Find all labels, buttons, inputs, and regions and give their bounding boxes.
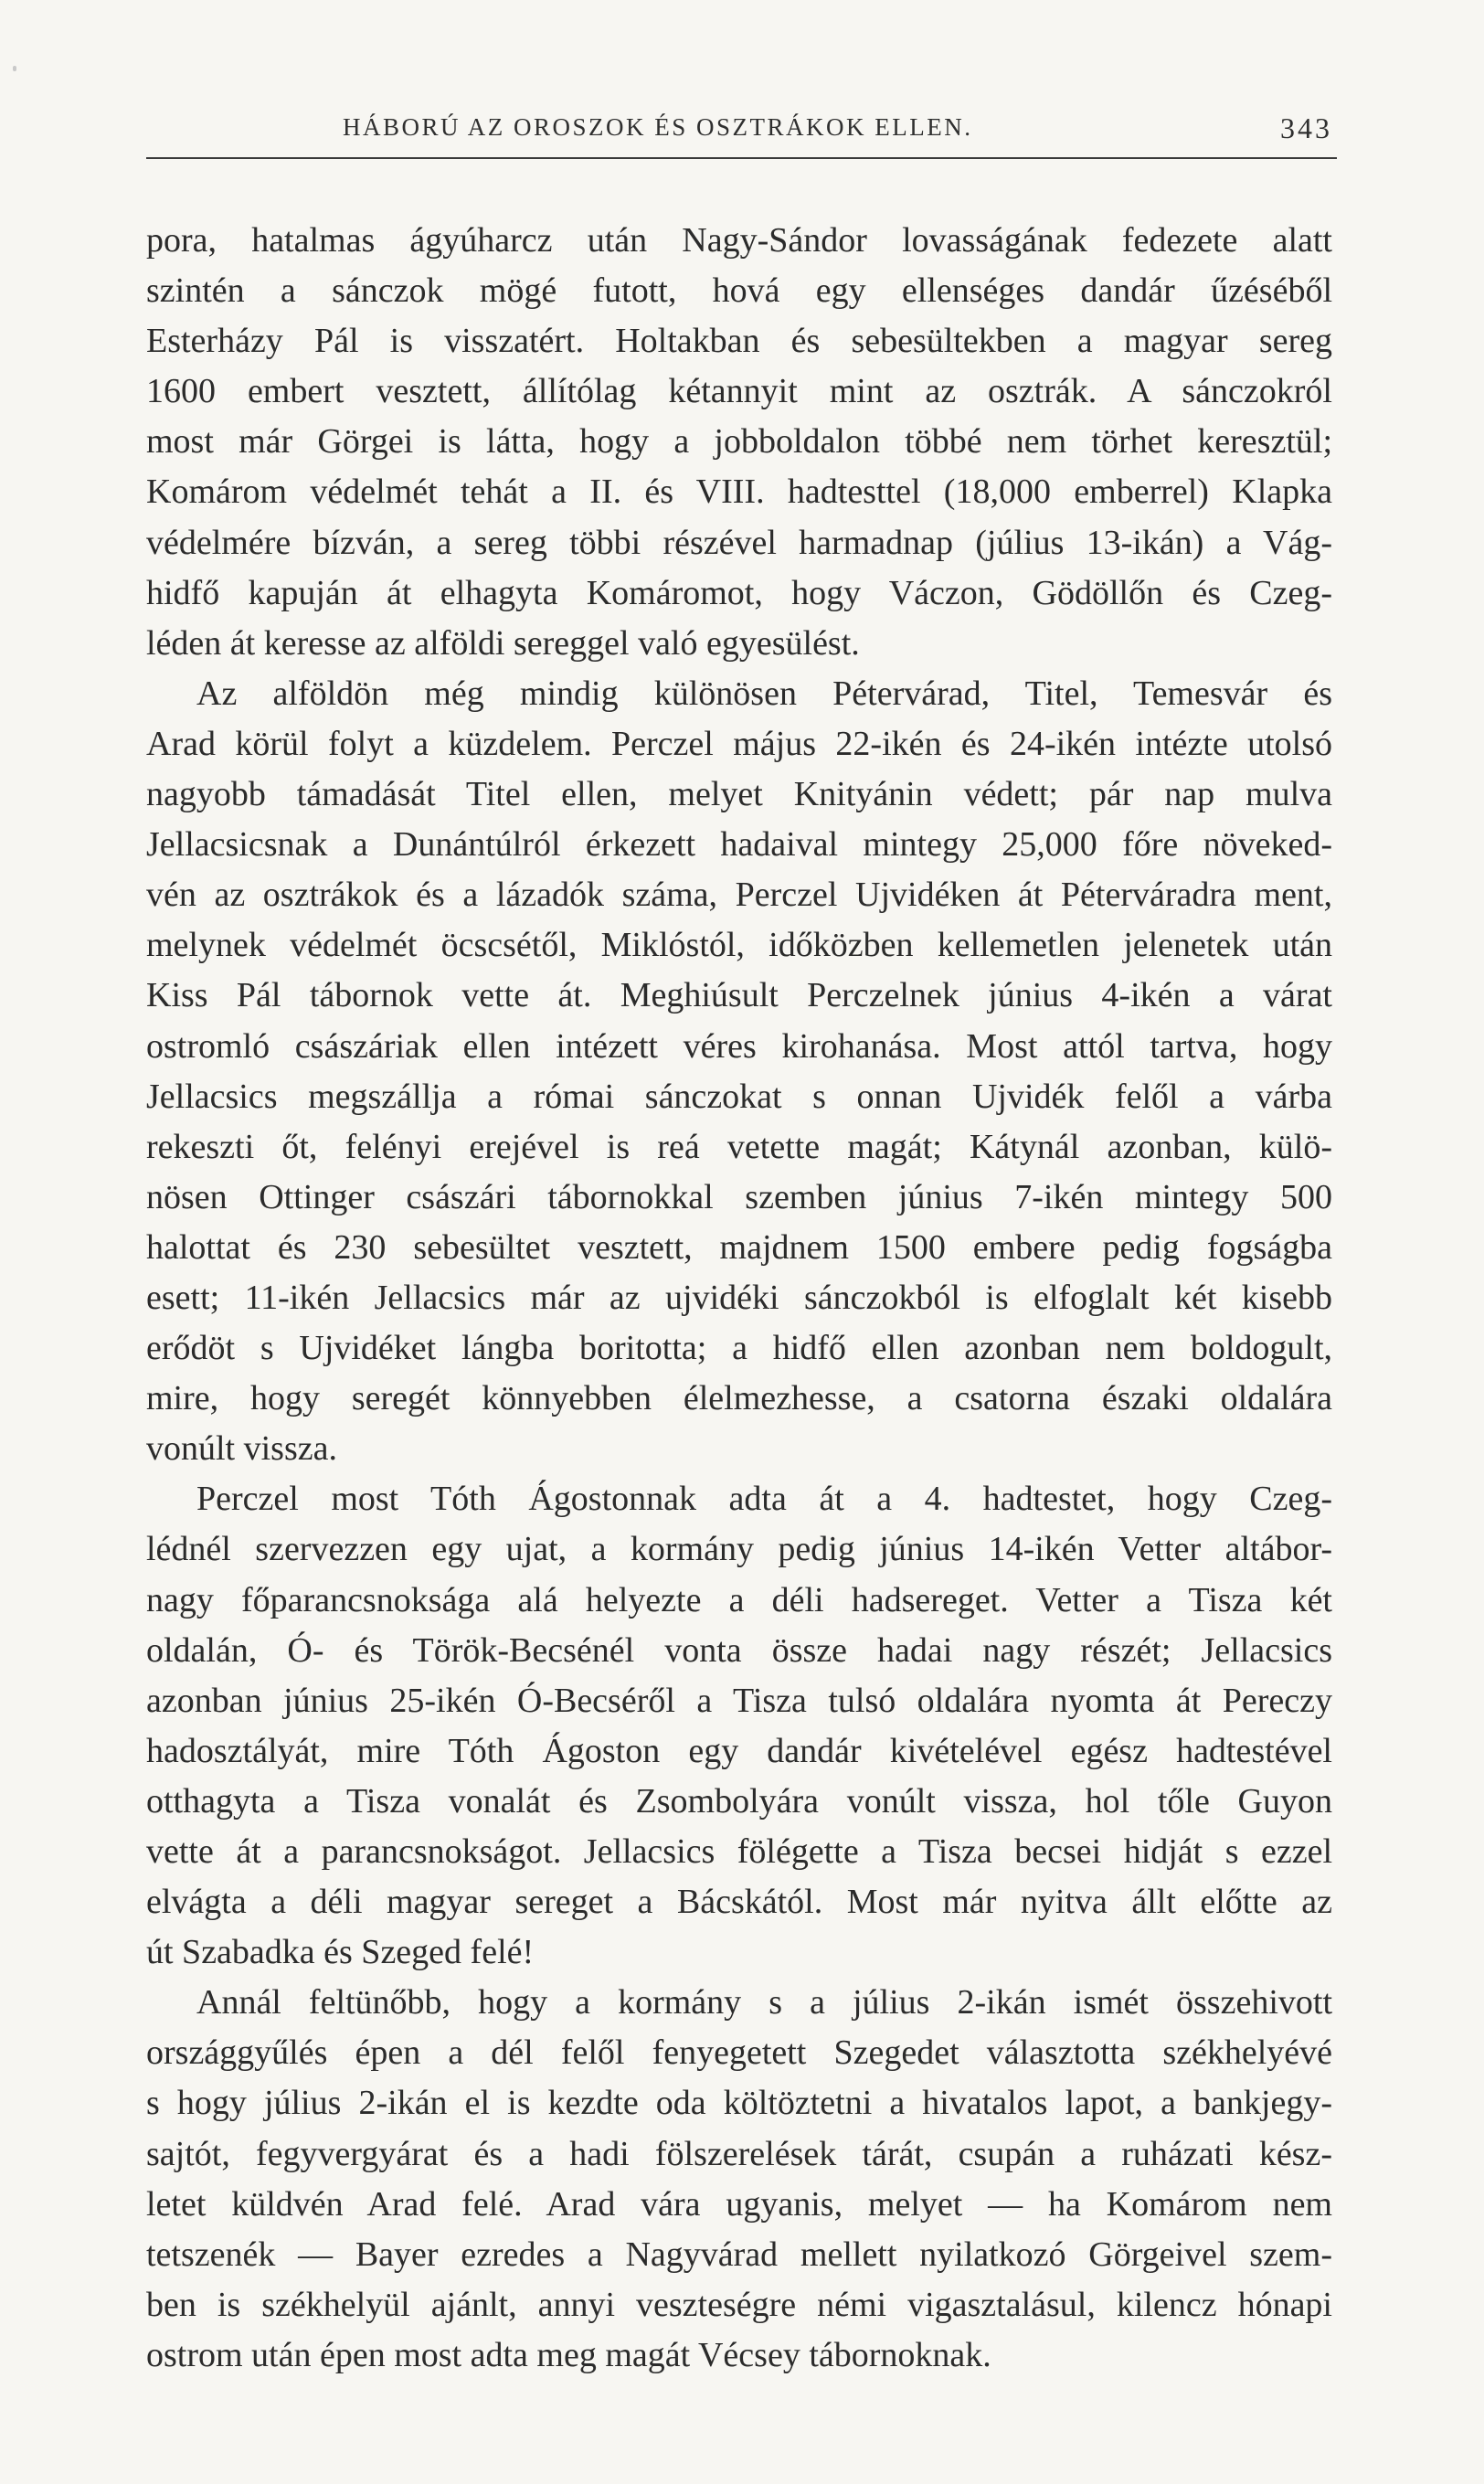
text-line: halottat és 230 sebesültet vesztett, majdnem 1500 embere pedig fogságba	[146, 1227, 1332, 1267]
text-line: most már Görgei is látta, hogy a jobboldalon többé nem törhet keresztül;	[146, 422, 1332, 462]
scan-mark	[13, 66, 16, 71]
text-line: esett; 11-ikén Jellacsics már az ujvidéki sánczokból is elfoglalt két kisebb	[146, 1278, 1332, 1317]
text-line: pora, hatalmas ágyúharcz után Nagy-Sándor lovasságának fedezete alatt	[146, 221, 1332, 260]
text-line: ostromló császáriak ellen intézett véres kirohanása. Most attól tartva, hogy	[146, 1026, 1332, 1066]
running-head: HÁBORÚ AZ OROSZOK ÉS OSZTRÁKOK ELLEN.	[343, 113, 973, 141]
text-line: sajtót, fegyvergyárat és a hadi fölszerelések tárát, csupán a ruházati kész-	[146, 2134, 1332, 2173]
page-header	[146, 111, 1332, 152]
text-line: Esterházy Pál is visszatért. Holtakban és sebesültekben a magyar sereg	[146, 322, 1332, 361]
text-line: Arad körül folyt a küzdelem. Perczel május 22-ikén és 24-ikén intézte utolsó	[146, 724, 1332, 763]
text-line: erődöt s Ujvidéket lángba boritotta; a hidfő ellen azonban nem boldogult,	[146, 1329, 1332, 1368]
text-line: Annál feltünőbb, hogy a kormány s a július 2-ikán ismét összehivott	[196, 1983, 1332, 2022]
page-number: 343	[1280, 111, 1332, 144]
text-line: otthagyta a Tisza vonalát és Zsombolyára vonúlt vissza, hol tőle Guyon	[146, 1781, 1332, 1821]
text-line: elvágta a déli magyar sereget a Bácskától. Most már nyitva állt előtte az	[146, 1883, 1332, 1922]
text-line: Az alföldön még mindig különösen Pétervárad, Titel, Temesvár és	[196, 674, 1332, 713]
text-line: Jellacsicsnak a Dunántúlról érkezett hadaival mintegy 25,000 főre növeked-	[146, 825, 1332, 865]
text-line: hidfő kapuján át elhagyta Komáromot, hogy Váczon, Gödöllőn és Czeg-	[146, 573, 1332, 612]
text-line: út Szabadka és Szeged felé!	[146, 1933, 535, 1972]
body-text	[146, 216, 1332, 2381]
text-line: Perczel most Tóth Ágostonnak adta át a 4. hadtestet, hogy Czeg-	[196, 1480, 1332, 1519]
text-line: melynek védelmét öcscsétől, Miklóstól, időközben kellemetlen jelenetek után	[146, 926, 1332, 965]
text-line: nagyobb támadását Titel ellen, melyet Knityánin védett; pár nap mulva	[146, 775, 1332, 814]
text-line: országgyűlés épen a dél felől fenyegetett Szegedet választotta székhelyévé	[146, 2033, 1332, 2073]
text-line: lédnél szervezzen egy ujat, a kormány pedig június 14-ikén Vetter altábor-	[146, 1530, 1332, 1569]
text-line: 1600 embert vesztett, állítólag kétannyit mint az osztrák. A sánczokról	[146, 372, 1332, 411]
text-line: hadosztályát, mire Tóth Ágoston egy dandár kivételével egész hadtestével	[146, 1731, 1332, 1770]
text-line: vette át a parancsnokságot. Jellacsics fölégette a Tisza becsei hidját s ezzel	[146, 1832, 1332, 1871]
text-line: ben is székhelyül ajánlt, annyi veszteségre némi vigasztalásul, kilencz hónapi	[146, 2285, 1332, 2324]
text-line: s hogy július 2-ikán el is kezdte oda költöztetni a hivatalos lapot, a bankjegy-	[146, 2084, 1332, 2123]
text-line: mire, hogy seregét könnyebben élelmezhesse, a csatorna északi oldalára	[146, 1379, 1332, 1418]
text-line: nösen Ottinger császári tábornokkal szemben június 7-ikén mintegy 500	[146, 1177, 1332, 1216]
header-rule	[146, 157, 1337, 159]
text-line: léden át keresse az alföldi sereggel való egyesülést.	[146, 623, 860, 663]
text-line: tetszenék — Bayer ezredes a Nagyvárad mellett nyilatkozó Görgeivel szem-	[146, 2235, 1332, 2274]
text-line: azonban június 25-ikén Ó-Becséről a Tisza tulsó oldalára nyomta át Pereczy	[146, 1681, 1332, 1720]
text-line: Jellacsics megszállja a római sánczokat s onnan Ujvidék felől a várba	[146, 1077, 1332, 1116]
text-line: Komárom védelmét tehát a II. és VIII. hadtesttel (18,000 emberrel) Klapka	[146, 472, 1332, 512]
text-line: ostrom után épen most adta meg magát Vécsey tábornoknak.	[146, 2335, 991, 2374]
text-line: rekeszti őt, felényi erejével is reá vetette magát; Kátynál azonban, külö-	[146, 1127, 1332, 1166]
text-line: vén az osztrákok és a lázadók száma, Perczel Ujvidéken át Péterváradra ment,	[146, 876, 1332, 915]
text-line: Kiss Pál tábornok vette át. Meghiúsult Perczelnek június 4-ikén a várat	[146, 976, 1332, 1015]
text-line: oldalán, Ó- és Török-Becsénél vonta össze hadai nagy részét; Jellacsics	[146, 1630, 1332, 1670]
text-line: védelmére bízván, a sereg többi részével harmadnap (július 13-ikán) a Vág-	[146, 523, 1332, 562]
text-line: szintén a sánczok mögé futott, hová egy ellenséges dandár űzéséből	[146, 271, 1332, 311]
text-line: nagy főparancsnoksága alá helyezte a déli hadsereget. Vetter a Tisza két	[146, 1580, 1332, 1619]
text-line: vonúlt vissza.	[146, 1429, 337, 1469]
text-line: letet küldvén Arad felé. Arad vára ugyanis, melyet — ha Komárom nem	[146, 2184, 1332, 2224]
